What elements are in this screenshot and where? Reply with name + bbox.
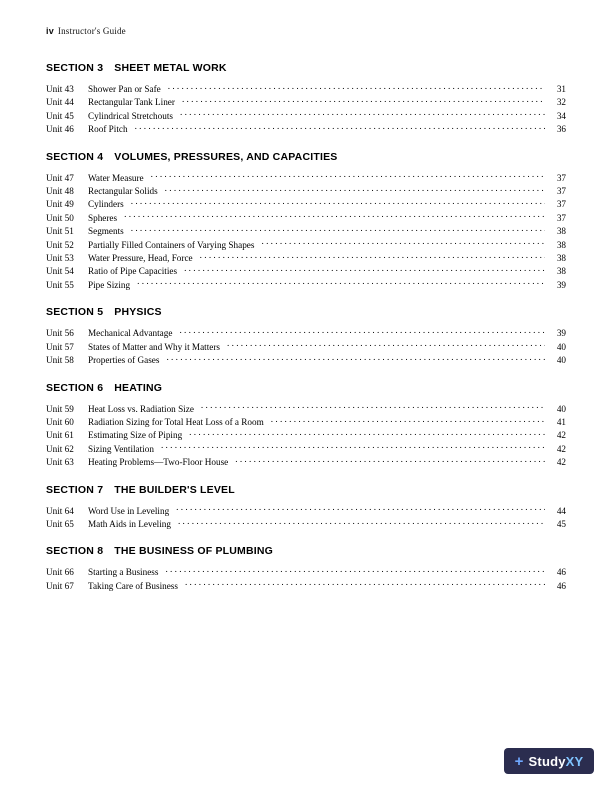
- toc-leader-dots: [189, 429, 545, 438]
- toc-leader-dots: [165, 566, 545, 575]
- toc-entry[interactable]: [46, 518, 566, 531]
- toc-entry[interactable]: [46, 403, 566, 416]
- toc-entry-title: Heating Problems—Two-Floor House: [88, 457, 229, 468]
- watermark-study-text: Study: [528, 753, 566, 769]
- toc-entry[interactable]: [46, 265, 566, 278]
- toc-entry[interactable]: [46, 110, 566, 123]
- running-head-title: Instructor's Guide: [57, 26, 126, 36]
- toc-leader-dots: [131, 198, 545, 207]
- toc-entry[interactable]: [46, 185, 566, 198]
- toc-entry-page-number: 37: [556, 172, 566, 183]
- toc-section-title: VOLUMES, PRESSURES, AND CAPACITIES: [114, 150, 338, 163]
- toc-entry[interactable]: [46, 429, 566, 442]
- toc-entry[interactable]: [46, 505, 566, 518]
- toc-section: [46, 382, 566, 470]
- watermark-xy-text: XY: [565, 753, 584, 769]
- toc-entry-unit: Unit 53: [46, 253, 74, 264]
- toc-entry-page-number: 41: [556, 416, 566, 427]
- toc-entry-title: Taking Care of Business: [88, 580, 178, 591]
- toc-entry-page-number: 32: [556, 97, 566, 108]
- toc-entry-page-number: 45: [556, 518, 566, 529]
- toc-entry-page-number: 34: [556, 110, 566, 121]
- toc-section-title: SHEET METAL WORK: [114, 62, 227, 74]
- toc-entry[interactable]: [46, 198, 566, 211]
- toc-section-heading: [46, 151, 566, 163]
- toc-section-title: HEATING: [114, 381, 163, 394]
- toc-entry-title: Radiation Sizing for Total Heat Loss of a Room: [88, 416, 264, 427]
- toc-entry-unit: Unit 46: [46, 124, 74, 135]
- toc-entry-unit: Unit 61: [46, 430, 74, 441]
- toc-entry-page-number: 40: [556, 341, 566, 352]
- toc-entry[interactable]: [46, 566, 566, 579]
- toc-entry-page-number: 40: [556, 355, 566, 366]
- table-of-contents: [46, 62, 566, 607]
- toc-leader-dots: [168, 83, 545, 92]
- toc-entry-unit: Unit 66: [46, 567, 74, 578]
- toc-leader-dots: [271, 416, 545, 425]
- toc-entry-page-number: 42: [556, 457, 566, 468]
- toc-entry-page-number: 39: [556, 279, 566, 290]
- toc-entry[interactable]: [46, 212, 566, 225]
- toc-entry[interactable]: [46, 239, 566, 252]
- toc-entry-page-number: 36: [556, 124, 566, 135]
- toc-section: [46, 306, 566, 367]
- toc-entry-page-number: 42: [556, 430, 566, 441]
- toc-entry-title: Mechanical Advantage: [88, 328, 173, 339]
- toc-leader-dots: [184, 265, 545, 274]
- toc-entry-title: Properties of Gases: [88, 355, 160, 366]
- toc-entry-unit: Unit 59: [46, 403, 74, 414]
- toc-entry-page-number: 46: [556, 580, 566, 591]
- toc-entry-title: Cylindrical Stretchouts: [88, 110, 173, 121]
- toc-leader-dots: [166, 354, 545, 363]
- toc-section-label: SECTION 8: [46, 545, 104, 558]
- toc-entry-unit: Unit 49: [46, 199, 74, 210]
- toc-entry-page-number: 38: [556, 226, 566, 237]
- toc-entry-page-number: 38: [556, 253, 566, 264]
- toc-entry-title: Roof Pitch: [88, 124, 128, 135]
- toc-section-title: THE BUILDER'S LEVEL: [114, 483, 235, 496]
- toc-entry-unit: Unit 55: [46, 279, 74, 290]
- toc-leader-dots: [180, 110, 545, 119]
- toc-entry-unit: Unit 47: [46, 172, 74, 183]
- toc-entry-page-number: 37: [556, 199, 566, 210]
- toc-entry-unit: Unit 45: [46, 110, 74, 121]
- toc-entry-page-number: 39: [556, 328, 566, 339]
- toc-leader-dots: [182, 96, 545, 105]
- toc-leader-dots: [124, 212, 545, 221]
- toc-leader-dots: [261, 239, 545, 248]
- toc-entry-title: Rectangular Solids: [88, 186, 158, 197]
- toc-section-heading: [46, 484, 566, 496]
- toc-entry-page-number: 40: [556, 403, 566, 414]
- toc-section: [46, 484, 566, 532]
- toc-entry[interactable]: [46, 456, 566, 469]
- toc-entry-page-number: 38: [556, 239, 566, 250]
- toc-entry-unit: Unit 44: [46, 97, 74, 108]
- toc-leader-dots: [151, 172, 545, 181]
- toc-leader-dots: [227, 341, 545, 350]
- running-head: [46, 26, 126, 36]
- toc-entry-page-number: 31: [556, 84, 566, 94]
- toc-entry-title: Cylinders: [88, 199, 124, 210]
- toc-entry-title: Spheres: [88, 212, 118, 223]
- toc-entry-unit: Unit 52: [46, 239, 74, 250]
- toc-section-heading: [46, 306, 566, 318]
- toc-entry-title: Word Use in Leveling: [88, 505, 170, 516]
- toc-entry[interactable]: [46, 252, 566, 265]
- toc-entry-page-number: 42: [556, 443, 566, 454]
- toc-entry[interactable]: [46, 225, 566, 238]
- toc-entry-page-number: 44: [556, 505, 566, 516]
- toc-leader-dots: [235, 456, 545, 465]
- toc-leader-dots: [131, 225, 545, 234]
- toc-entry-unit: Unit 65: [46, 518, 74, 529]
- toc-leader-dots: [179, 327, 545, 336]
- toc-section-label: SECTION 6: [46, 381, 104, 394]
- toc-entry[interactable]: [46, 279, 566, 292]
- toc-entry[interactable]: [46, 327, 566, 340]
- toc-entry-unit: Unit 64: [46, 505, 74, 516]
- toc-entry-title: Water Pressure, Head, Force: [88, 253, 193, 264]
- toc-entry-title: Rectangular Tank Liner: [88, 97, 175, 108]
- toc-entry-title: Estimating Size of Piping: [88, 430, 183, 441]
- toc-entry[interactable]: [46, 83, 566, 96]
- page-folio: iv: [46, 26, 54, 36]
- toc-entry[interactable]: [46, 96, 566, 109]
- toc-entry[interactable]: [46, 443, 566, 456]
- toc-entry-unit: Unit 67: [46, 580, 74, 591]
- plus-icon: +: [514, 752, 524, 770]
- toc-section-title: PHYSICS: [114, 306, 162, 319]
- toc-entry[interactable]: [46, 172, 566, 185]
- toc-entry-unit: Unit 54: [46, 266, 74, 277]
- toc-leader-dots: [201, 403, 545, 412]
- toc-entry-unit: Unit 60: [46, 416, 74, 427]
- toc-leader-dots: [178, 518, 545, 527]
- toc-section-title: THE BUSINESS OF PLUMBING: [114, 545, 274, 558]
- toc-entry-unit: Unit 51: [46, 226, 74, 237]
- toc-section-heading: [46, 382, 566, 394]
- toc-entry-unit: Unit 63: [46, 457, 74, 468]
- toc-leader-dots: [200, 252, 545, 261]
- toc-entry-page-number: 37: [556, 212, 566, 223]
- toc-leader-dots: [165, 185, 545, 194]
- toc-leader-dots: [135, 123, 545, 132]
- toc-entry-title: Water Measure: [88, 172, 144, 183]
- toc-entry-title: Shower Pan or Safe: [88, 84, 161, 94]
- toc-section-label: SECTION 7: [46, 483, 104, 496]
- toc-entry-title: Sizing Ventilation: [88, 443, 154, 454]
- toc-section-heading: [46, 62, 566, 74]
- toc-entry-unit: Unit 50: [46, 212, 74, 223]
- toc-entry-page-number: 38: [556, 266, 566, 277]
- toc-entry[interactable]: [46, 416, 566, 429]
- toc-entry-title: Ratio of Pipe Capacities: [88, 266, 178, 277]
- toc-section: [46, 151, 566, 293]
- toc-entry-title: Segments: [88, 226, 124, 237]
- toc-entry-unit: Unit 57: [46, 341, 74, 352]
- toc-entry[interactable]: [46, 354, 566, 367]
- toc-entry-page-number: 37: [556, 186, 566, 197]
- toc-entry-title: Heat Loss vs. Radiation Size: [88, 403, 194, 414]
- toc-section-label: SECTION 3: [46, 62, 104, 74]
- toc-entry-title: Partially Filled Containers of Varying Shapes: [88, 239, 255, 250]
- toc-leader-dots: [161, 443, 545, 452]
- toc-section: [46, 62, 566, 137]
- toc-entry-page-number: 46: [556, 567, 566, 578]
- toc-entry[interactable]: [46, 341, 566, 354]
- toc-entry-title: States of Matter and Why it Matters: [88, 341, 220, 352]
- toc-entry-unit: Unit 58: [46, 355, 74, 366]
- toc-section-label: SECTION 4: [46, 150, 104, 163]
- toc-entry-title: Starting a Business: [88, 567, 159, 578]
- toc-entry-unit: Unit 56: [46, 328, 74, 339]
- toc-entry-unit: Unit 48: [46, 186, 74, 197]
- toc-entry-unit: Unit 62: [46, 443, 74, 454]
- toc-entry-title: Pipe Sizing: [88, 279, 131, 290]
- toc-leader-dots: [137, 279, 545, 288]
- toc-entry-unit: Unit 43: [46, 84, 74, 94]
- toc-entry-title: Math Aids in Leveling: [88, 518, 171, 529]
- toc-leader-dots: [185, 580, 545, 589]
- studyxy-watermark: [504, 748, 594, 774]
- toc-leader-dots: [176, 505, 545, 514]
- toc-section: [46, 545, 566, 593]
- toc-entry[interactable]: [46, 580, 566, 593]
- toc-entry[interactable]: [46, 123, 566, 136]
- toc-section-heading: [46, 545, 566, 557]
- toc-section-label: SECTION 5: [46, 306, 104, 319]
